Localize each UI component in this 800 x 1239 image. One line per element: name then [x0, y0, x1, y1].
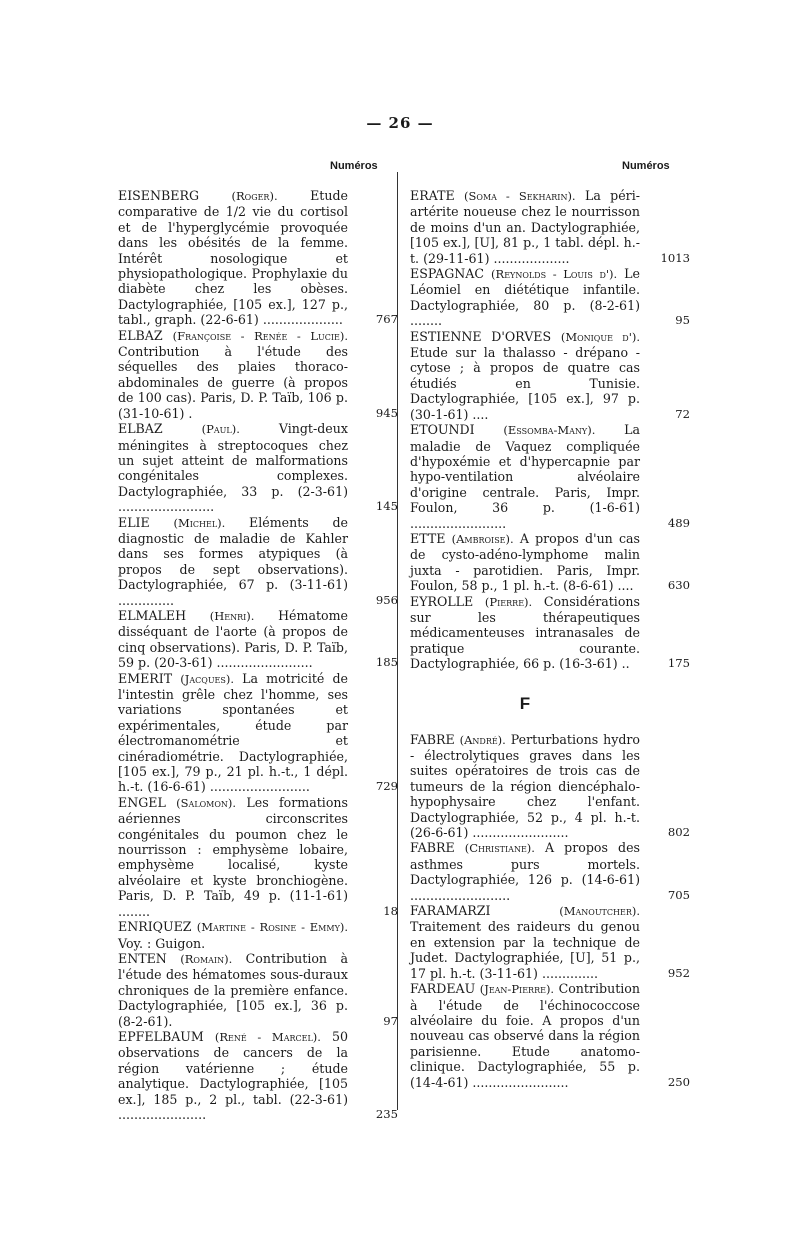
entry-number: 175	[667, 656, 690, 671]
entry-number: 185	[375, 655, 398, 670]
author-name: FABRE	[410, 731, 455, 747]
entry-text: Contribution à l'étude des séquelles des plaies thoraco-abdominales de guerre (à propos de 100 cas). Paris, D. P. Taïb, 106 p. (31-10-61) .	[118, 344, 348, 421]
entry-text: Vingt-deux méningites à streptocoques chez un sujet atteint de malformations congénitales complexes. Dactylographiée, 33 p. (2-3-61) ........................	[118, 421, 348, 515]
author-given-name: (René - Marcel).	[214, 1029, 321, 1044]
entry-text: Contribution à l'étude de l'échinococcose alvéolaire du foie. A propos d'un nouveau cas observé dans la région parisienne. Etude anatomo-clinique. Dactylographiée, 55 p. (14-4-61) ........................	[410, 981, 640, 1090]
entry-number: 250	[667, 1074, 690, 1089]
author-name: ENTEN	[118, 950, 167, 966]
bibliography-entry	[118, 188, 398, 328]
author-name: FARAMARZI	[410, 903, 491, 919]
author-name: ENGEL	[118, 794, 166, 810]
author-given-name: (Roger).	[231, 189, 278, 203]
right-entries-f	[410, 731, 690, 1090]
author-name: EYROLLE	[410, 593, 474, 609]
author-given-name: (Jean-Pierre).	[479, 982, 555, 997]
author-name: ELIE	[118, 514, 150, 530]
author-given-name: (Essomba-Many).	[503, 423, 596, 438]
entry-text: Contribution à l'étude des hématomes sous-duraux chroniques de la première enfance. Dactylographiée, [105 ex.], 36 p. (8-2-61).	[118, 950, 348, 1029]
bibliography-entry	[118, 794, 398, 919]
numeros-header-left: Numéros	[330, 160, 378, 172]
entry-text: 50 observations de cancers de la région vatérienne ; étude analytique. Dactylographiée, [105 ex.], 185 p., 2 pl., tabl. (22-3-61) ......................	[118, 1028, 348, 1122]
author-name: FARDEAU	[410, 981, 476, 997]
bibliography-entry	[118, 670, 398, 795]
author-name: ELBAZ	[118, 421, 163, 437]
author-name: FABRE	[410, 840, 455, 856]
right-entries-e	[410, 188, 690, 672]
entry-number: 72	[675, 406, 690, 421]
author-name: ESPAGNAC	[410, 266, 485, 282]
bibliography-entry	[118, 421, 398, 515]
bibliography-entry	[410, 840, 690, 903]
bibliography-entry	[410, 266, 690, 329]
author-given-name: (Michel).	[173, 515, 226, 530]
entry-text: Etude comparative de 1/2 vie du cortisol et de l'hyperglycémie provoquée dans les obésités de la femme. Intérêt nosologique et physiopathologique. Prophylaxie du diabète chez les obèses. Dactylographiée, [105 ex.], 127 p., tabl., graph. (22-6-61) ....................	[118, 188, 348, 328]
entry-number: 235	[375, 1106, 398, 1121]
entry-number: 145	[375, 499, 398, 514]
author-given-name: (Reynolds - Louis d').	[491, 267, 618, 282]
author-given-name: (Monique d').	[560, 329, 640, 344]
entry-number: 945	[375, 405, 398, 420]
entry-text: Le Léomiel en diététique infantile. Dactylographiée, 80 p. (8-2-61) ........	[410, 266, 640, 329]
entry-number: 97	[383, 1013, 398, 1028]
bibliography-entry	[118, 1028, 398, 1122]
author-given-name: (André).	[459, 732, 506, 747]
author-given-name: (Henri).	[209, 608, 255, 623]
left-column	[118, 160, 398, 1122]
author-name: ESTIENNE D'ORVES	[410, 328, 552, 344]
author-name: ELMALEH	[118, 607, 187, 623]
entry-number: 95	[675, 313, 690, 328]
entry-text: Considérations sur les thérapeutiques médicamenteuses intranasales de pratique courante. Dactylographiée, 66 p. (16-3-61) ..	[410, 593, 640, 672]
author-name: ETOUNDI	[410, 422, 475, 438]
entry-number: 630	[667, 578, 690, 593]
entry-text: A propos d'un cas de cysto-adéno-lymphome malin juxta - parotidien. Paris, Impr. Foulon, 58 p., 1 pl. h.-t. (8-6-61) ....	[410, 530, 640, 594]
bibliography-entry	[410, 188, 690, 266]
bibliography-entry	[118, 919, 388, 951]
entry-text: Hématome disséquant de l'aorte (à propos de cinq observations). Paris, D. P. Taïb, 59 p. (20-3-61) ........................	[118, 607, 348, 671]
entry-number: 802	[667, 825, 690, 840]
author-given-name: (Romain).	[180, 951, 233, 966]
author-given-name: (Soma - Sekharin).	[464, 189, 576, 203]
entry-number: 489	[667, 515, 690, 530]
entry-text: Eléments de diagnostic de maladie de Kahler dans ses formes atypiques (à propos de sept observations). Dactylographiée, 67 p. (3-11-61) ..............	[118, 514, 348, 608]
page-number: — 26 —	[366, 114, 434, 132]
author-name: ERATE	[410, 188, 455, 203]
entry-number: 767	[375, 312, 398, 327]
entry-text: Perturbations hydro - électrolytiques graves dans les suites opératoires de trois cas de tumeurs de la région diencéphalo-hypophysaire chez l'enfant. Dactylographiée, 52 p., 4 pl. h.-t. (26-6-61) ........................	[410, 731, 640, 841]
entry-text: Voy. : Guigon.	[118, 935, 206, 951]
author-given-name: (Jacques).	[180, 671, 235, 686]
entry-text: La motricité de l'intestin grêle chez l'homme, ses variations spontanées et expérimentales, étude par électromanométrie et cinéradiométrie. Dactylographiée, [105 ex.], 79 p., 21 pl. h.-t., 1 dépl. h.-t. (16-6-61) .........................	[118, 670, 348, 795]
bibliography-entry	[410, 903, 690, 981]
author-name: ETTE	[410, 530, 446, 546]
section-letter: F	[519, 693, 531, 713]
author-given-name: (Ambroise).	[451, 531, 514, 546]
entry-text: Les formations aériennes circonscrites congénitales du poumon chez le nourrisson : emphysème lobaire, emphysème localisé, kyste alvéolaire et kyste bronchiogène. Paris, D. P. Taïb, 49 p. (11-1-61) ........	[118, 794, 348, 919]
bibliography-entry	[410, 530, 690, 594]
author-name: ELBAZ	[118, 327, 163, 343]
author-name: EPFELBAUM	[118, 1028, 204, 1044]
bibliography-entry	[410, 593, 690, 672]
author-name: EISENBERG	[118, 188, 199, 203]
left-entries	[118, 188, 398, 1122]
bibliography-entry	[410, 731, 690, 841]
author-given-name: (Martine - Rosine - Emmy).	[196, 920, 348, 935]
bibliography-entry	[118, 607, 398, 671]
right-column	[410, 160, 690, 1090]
bibliography-entry	[118, 514, 398, 608]
entry-text: Etude sur la thalasso - drépano - cytose ; à propos de quatre cas étudiés en Tunisie. Dactylographiée, [105 ex.], 97 p. (30-1-61) ....	[410, 345, 640, 422]
entry-number: 956	[375, 592, 398, 607]
entry-number: 952	[667, 965, 690, 980]
entry-text: A propos des asthmes purs mortels. Dactylographiée, 126 p. (14-6-61) .........................	[410, 840, 640, 903]
numeros-header-right: Numéros	[622, 160, 670, 172]
entry-number: 1013	[660, 250, 690, 265]
entry-number: 705	[667, 887, 690, 902]
bibliography-entry	[118, 327, 398, 421]
author-given-name: (Françoise - Renée - Lucie).	[172, 328, 348, 343]
entry-text: Traitement des raideurs du genou en extension par la technique de Judet. Dactylographiée, [U], 51 p., 17 pl. h.-t. (3-11-61) ..............	[410, 919, 640, 981]
bibliography-entry	[410, 422, 690, 531]
bibliography-entry	[118, 950, 398, 1029]
bibliography-entry	[410, 981, 690, 1090]
entry-text: La maladie de Vaquez compliquée d'hypoxémie et d'hypercapnie par hypo-ventilation alvéolaire d'origine centrale. Paris, Impr. Foulon, 36 p. (1-6-61) ........................	[410, 422, 640, 531]
author-given-name: (Pierre).	[484, 594, 533, 609]
author-name: ENRIQUEZ	[118, 919, 192, 935]
entry-number: 18	[383, 903, 398, 918]
entry-text: La péri-artérite noueuse chez le nourrisson de moins d'un an. Dactylographiée, [105 ex.], [U], 81 p., 1 tabl. dépl. h.-t. (29-11-61) ...................	[410, 188, 640, 266]
author-name: EMERIT	[118, 670, 173, 686]
bibliography-entry	[410, 328, 690, 422]
author-given-name: (Salomon).	[176, 795, 237, 810]
author-given-name: (Christiane).	[464, 841, 535, 856]
author-given-name: (Manoutcher).	[559, 904, 640, 919]
author-given-name: (Paul).	[201, 422, 240, 437]
entry-number: 729	[375, 779, 398, 794]
